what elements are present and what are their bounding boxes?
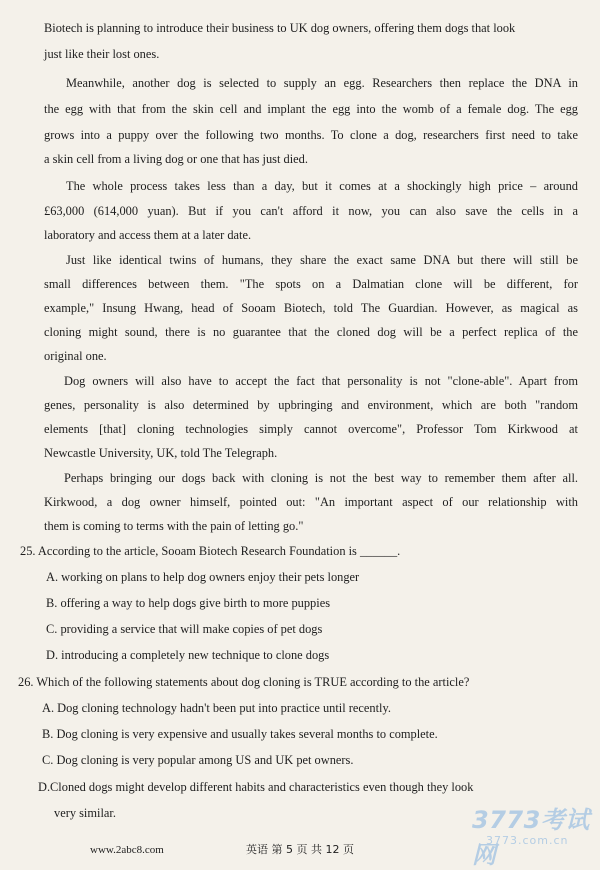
article-line: genes, personality is also determined by upbringing and environment, which are both "random [44,398,578,412]
article-line: laboratory and access them at a later date. [44,228,252,242]
article-line: Perhaps bringing our dogs back with cloning is not the best way to remember them after all. [64,471,578,485]
question-25-option-a[interactable]: A. working on plans to help dog owners enjoy their pets longer [46,570,360,584]
question-25-stem: 25. According to the article, Sooam Biotech Research Foundation is ______. [20,544,401,558]
question-25-option-b[interactable]: B. offering a way to help dogs give birth to more puppies [46,596,331,610]
article-line: cloning might sound, there is no guarantee that the cloned dog will be a perfect replica of the [44,325,578,339]
question-25-option-d[interactable]: D. introducing a completely new technique to clone dogs [46,648,330,662]
article-line: elements [that] cloning technologies simply cannot overcome", Professor Tom Kirkwood at [44,422,578,436]
article-line: Biotech is planning to introduce their business to UK dog owners, offering them dogs that look [44,21,516,35]
article-line: the egg with that from the skin cell and implant the egg into the womb of a female dog. The egg [44,102,578,116]
question-26-option-d-continued: very similar. [54,806,116,820]
article-line: Newcastle University, UK, told The Telegraph. [44,446,278,460]
article-line: example," Insung Hwang, head of Sooam Biotech, told The Guardian. However, as magical as [44,301,578,315]
article-line: small differences between them. "The spots on a Dalmatian clone will be different, for [44,277,578,291]
article-line: just like their lost ones. [44,47,160,61]
page-number: 英语 第 5 页 共 12 页 [246,843,354,856]
question-26-option-d[interactable]: D.Cloned dogs might develop different habits and characteristics even though they look [38,780,474,794]
question-26-option-b[interactable]: B. Dog cloning is very expensive and usually takes several months to complete. [42,727,438,741]
question-25-option-c[interactable]: C. providing a service that will make copies of pet dogs [46,622,323,636]
article-line: Kirkwood, a dog owner himself, pointed out: "An important aspect of our relationship with [44,495,578,509]
article-line: Just like identical twins of humans, they share the exact same DNA but there will still be [66,253,578,267]
article-line: Meanwhile, another dog is selected to supply an egg. Researchers then replace the DNA in [66,76,578,90]
question-26-stem: 26. Which of the following statements about dog cloning is TRUE according to the article? [18,675,470,689]
watermark-logo [472,800,592,869]
article-line: original one. [44,349,107,363]
article-line: Dog owners will also have to accept the fact that personality is not "clone-able". Apart from [64,374,578,388]
article-line: grows into a puppy over the following two months. To clone a dog, researchers first need to take [44,128,578,142]
footer-site-link[interactable]: www.2abc8.com [90,844,164,856]
article-line: The whole process takes less than a day, but it comes at a shockingly high price – around [66,179,578,193]
article-line: them is coming to terms with the pain of letting go." [44,519,304,533]
question-26-option-c[interactable]: C. Dog cloning is very popular among US and UK pet owners. [42,753,354,767]
article-line: a skin cell from a living dog or one that has just died. [44,152,308,166]
article-line: £63,000 (614,000 yuan). But if you can't afford it now, you can also save the cells in a [44,204,578,218]
watermark-brand: 3773考试网 [472,806,590,869]
watermark-url: 3773.com.cn [486,834,569,847]
question-26-option-a[interactable]: A. Dog cloning technology hadn't been put into practice until recently. [42,701,391,715]
